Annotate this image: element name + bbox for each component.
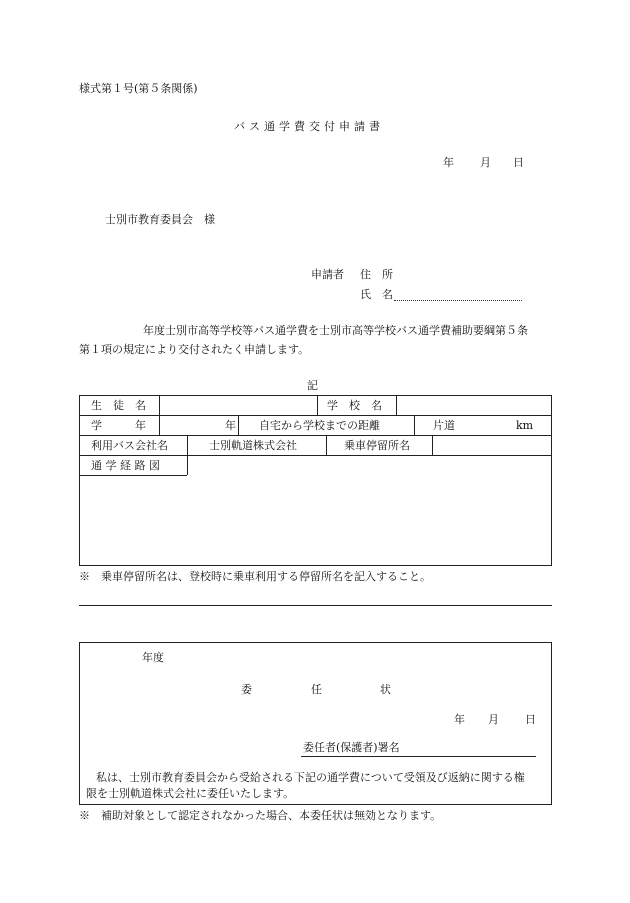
boarding-stop-value[interactable] <box>436 439 546 453</box>
delegation-title-char-2: 任 <box>311 683 322 696</box>
document-title: バス通学費交付申請書 <box>234 120 384 133</box>
name-label: 氏 名 <box>360 288 393 301</box>
grade-label: 学 年 <box>91 419 146 432</box>
form-number: 様式第１号(第５条関係) <box>79 82 198 95</box>
grade-unit: 年 <box>225 419 236 432</box>
note-delegation-invalid: ※ 補助対象として認定されなかった場合、本委任状は無効となります。 <box>79 809 442 822</box>
distance-label: 自宅から学校までの距離 <box>259 419 380 432</box>
delegation-title-char-3: 状 <box>380 683 391 696</box>
body-text-line2: 第１項の規定により交付されたく申請します。 <box>79 343 310 356</box>
route-map-area[interactable] <box>82 478 548 562</box>
delegation-date-month: 月 <box>488 713 499 726</box>
applicant-label: 申請者 <box>311 268 344 281</box>
ki-label: 記 <box>307 379 318 392</box>
section-divider <box>79 605 552 606</box>
delegation-title-char-1: 委 <box>241 683 252 696</box>
delegation-text-line2: 限を士別軌道株式会社に委任いたします。 <box>86 787 295 800</box>
route-map-label: 通 学 経 路 図 <box>91 459 160 472</box>
one-way-label: 片道 <box>433 419 455 432</box>
signature-label: 委任者(保護者)署名 <box>303 741 400 754</box>
delegation-text-line1: 私は、士別市教育委員会から受給される下記の通学費について受領及び返納に関する権 <box>96 771 525 784</box>
delegation-date-day: 日 <box>525 713 536 726</box>
student-name-value[interactable] <box>162 399 314 413</box>
application-table <box>79 395 552 566</box>
addressee: 士別市教育委員会 様 <box>105 213 215 226</box>
student-name-label: 生 徒 名 <box>91 399 146 412</box>
delegation-box <box>79 642 552 805</box>
date-day: 日 <box>513 156 524 169</box>
signature-line[interactable] <box>301 756 536 757</box>
address-label: 住 所 <box>360 268 393 281</box>
boarding-stop-label: 乗車停留所名 <box>344 439 410 452</box>
bus-company-label: 利用バス会社名 <box>91 439 168 452</box>
bus-company-value: 士別軌道株式会社 <box>209 439 297 452</box>
km-unit: km <box>516 419 534 432</box>
school-name-label: 学 校 名 <box>327 399 382 412</box>
name-dotted-line <box>394 300 522 301</box>
delegation-fiscal-year: 年度 <box>142 651 164 664</box>
body-text-line1: 年度士別市高等学校等バス通学費を士別市高等学校バス通学費補助要綱第５条 <box>143 324 528 337</box>
date-year: 年 <box>443 156 454 169</box>
date-month: 月 <box>480 156 491 169</box>
delegation-date-year: 年 <box>454 713 465 726</box>
note-boarding-stop: ※ 乗車停留所名は、登校時に乗車利用する停留所名を記入すること。 <box>79 570 431 583</box>
school-name-value[interactable] <box>399 399 547 413</box>
